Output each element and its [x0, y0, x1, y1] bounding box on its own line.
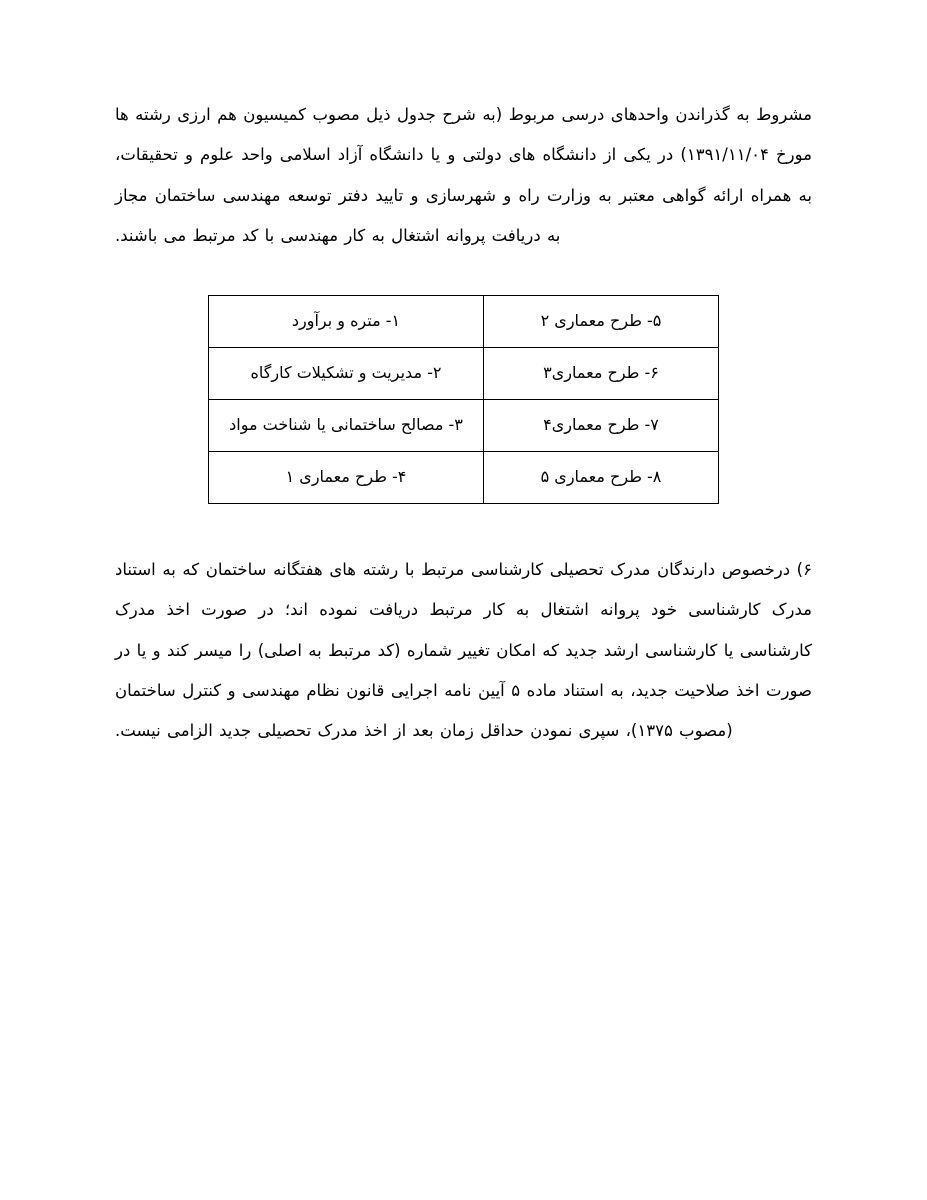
course-cell-right: ۳- مصالح ساختمانی یا شناخت مواد — [209, 399, 484, 451]
table-row — [209, 347, 719, 399]
course-cell-left: ۸- طرح معماری ۵ — [484, 451, 719, 503]
course-cell-right: ۴- طرح معماری ۱ — [209, 451, 484, 503]
spacer-before-table — [115, 257, 812, 261]
courses-table — [208, 295, 719, 504]
table-row — [209, 399, 719, 451]
course-cell-right: ۱- متره و برآورد — [209, 295, 484, 347]
course-cell-left: ۶- طرح معماری۳ — [484, 347, 719, 399]
paragraph-two: ۶) درخصوص دارندگان مدرک تحصیلی کارشناسی مرتبط با رشته های هفتگانه ساختمان که به استناد مدرک کارشناسی خود پروانه اشتغال به کار مرتبط دریافت نموده اند؛ در صورت اخذ مدرک کارشناسی یا کارشناسی ارشد جدید که امکان تغییر شماره (کد مرتبط به اصلی) را میسر کند و یا در صورت اخذ صلاحیت جدید، به استناد ماده ۵ آیین نامه اجرایی قانون نظام مهندسی و کنترل ساختمان (مصوب ۱۳۷۵)، سپری نمودن حداقل زمان بعد از اخذ مدرک تحصیلی جدید الزامی نیست. — [115, 559, 812, 741]
course-cell-left: ۷- طرح معماری۴ — [484, 399, 719, 451]
spacer-after-table — [115, 504, 812, 550]
courses-table-body — [209, 295, 719, 503]
table-row — [209, 295, 719, 347]
table-row — [209, 451, 719, 503]
course-cell-right: ۲- مدیریت و تشکیلات کارگاه — [209, 347, 484, 399]
course-cell-left: ۵- طرح معماری ۲ — [484, 295, 719, 347]
paragraph-one: مشروط به گذراندن واحدهای درسی مربوط (به شرح جدول ذیل مصوب کمیسیون هم ارزی رشته ها مورخ ۱۳۹۱/۱۱/۰۴) در یکی از دانشگاه های دولتی و یا دانشگاه آزاد اسلامی واحد علوم و تحقیقات، به همراه ارائه گواهی معتبر به وزارت راه و شهرسازی و تایید دفتر توسعه مهندسی ساختمان مجاز به دریافت پروانه اشتغال به کار مهندسی با کد مرتبط می باشند. — [115, 105, 812, 246]
